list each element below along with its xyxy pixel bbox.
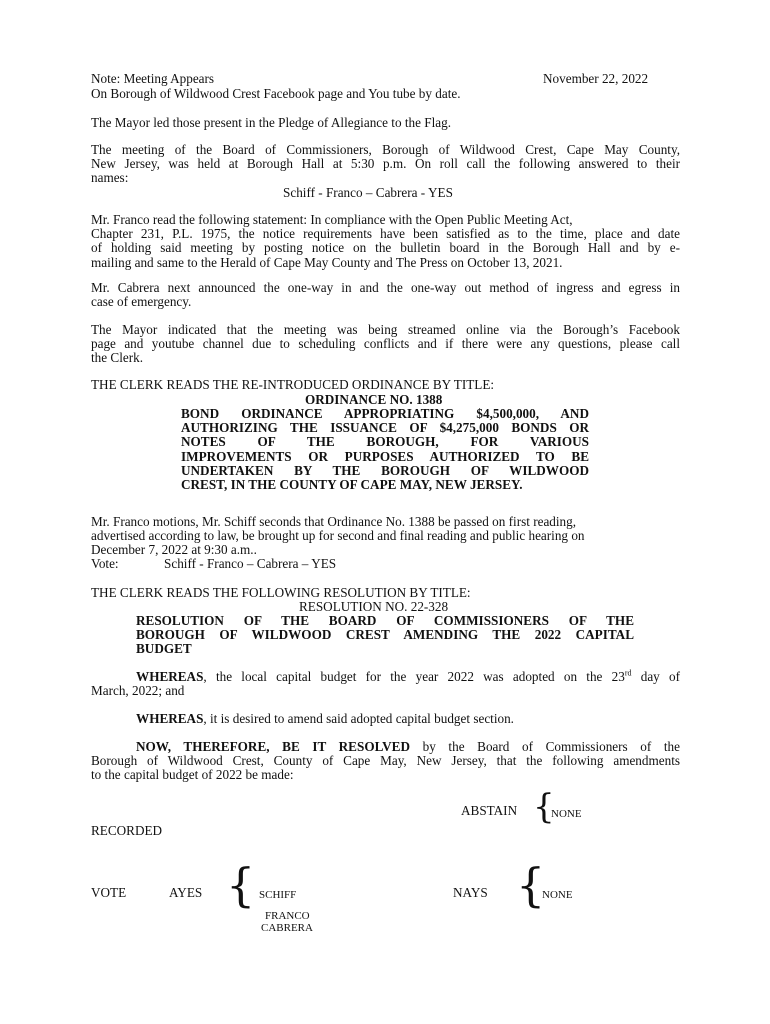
resolution-intro: THE CLERK READS THE FOLLOWING RESOLUTION BY TITLE: <box>91 585 471 600</box>
meeting-note-line1: Note: Meeting Appears <box>91 71 215 86</box>
nays-value: NONE <box>542 889 573 901</box>
whereas-paragraph-1 <box>91 670 680 698</box>
statement-line: mailing and same to the Herald of Cape May County and The Press on October 13, 2021. <box>91 254 563 270</box>
streaming-line: The Mayor indicated that the meeting was being streamed online via the Borough’s Facebook <box>91 322 680 337</box>
pledge-paragraph: The Mayor led those present in the Pledge of Allegiance to the Flag. <box>91 115 451 130</box>
ordinance-title-line: CREST, IN THE COUNTY OF CAPE MAY, NEW JERSEY. <box>181 477 523 493</box>
resolved-line: Borough of Wildwood Crest, County of Cape May, New Jersey, that the following amendments <box>91 753 680 769</box>
recorded-label: RECORDED <box>91 823 163 838</box>
resolution-title-line: BUDGET <box>136 641 192 657</box>
streaming-paragraph <box>91 323 680 366</box>
nays-brace-icon: { <box>516 858 546 912</box>
motion-line: Mr. Franco motions, Mr. Schiff seconds that Ordinance No. 1388 be passed on first reading, <box>91 514 577 529</box>
resolution-title-line: RESOLUTION OF THE BOARD OF COMMISSIONERS OF THE <box>136 613 634 628</box>
ordinance-title-line: BOND ORDINANCE APPROPRIATING $4,500,000, AND <box>181 406 589 421</box>
meeting-note-line2: On Borough of Wildwood Crest Facebook page and You tube by date. <box>91 86 461 101</box>
ordinance-motion <box>91 515 661 558</box>
roll-call-line: names: <box>91 170 129 186</box>
meeting-date: November 22, 2022 <box>543 71 649 86</box>
ordinance-title-line: AUTHORIZING THE ISSUANCE OF $4,275,000 BONDS OR <box>181 420 589 436</box>
roll-call-result: Schiff - Franco – Cabrera - YES <box>283 185 453 200</box>
aye-voter: FRANCO <box>265 910 310 922</box>
open-meeting-statement <box>91 213 680 270</box>
statement-line: Chapter 231, P.L. 1975, the notice requirements have been satisfied as to the time, place and date <box>91 226 680 242</box>
abstain-value: NONE <box>551 808 582 820</box>
ordinance-title-line: UNDERTAKEN BY THE BOROUGH OF WILDWOOD <box>181 462 589 478</box>
emergency-line: Mr. Cabrera next announced the one-way in and the one-way out method of ingress and egress in <box>91 280 680 295</box>
roll-call-line: New Jersey, was held at Borough Hall at 5:30 p.m. On roll call the following answered to their <box>91 156 680 172</box>
nays-label: NAYS <box>453 885 488 900</box>
whereas-1-line <box>91 670 680 684</box>
streaming-line: the Clerk. <box>91 350 144 366</box>
resolved-line-1 <box>91 740 680 754</box>
motion-line: December 7, 2022 at 9:30 a.m.. <box>91 542 257 558</box>
resolution-title <box>136 614 634 657</box>
resolved-line: to the capital budget of 2022 be made: <box>91 767 294 783</box>
whereas-1-text: , the local capital budget for the year 2022 was adopted on the 23 <box>203 669 625 684</box>
motion-line: advertised according to law, be brought up for second and final reading and public hearing on <box>91 528 585 544</box>
whereas-1-sup: rd <box>624 668 632 678</box>
abstain-brace-icon: { <box>533 787 555 827</box>
ordinance-title-line: NOTES OF THE BOROUGH, FOR VARIOUS <box>181 434 589 450</box>
whereas-paragraph-2 <box>136 712 514 726</box>
roll-call-paragraph <box>91 143 680 186</box>
abstain-label: ABSTAIN <box>461 803 518 818</box>
roll-call-line: The meeting of the Board of Commissioners, Borough of Wildwood Crest, Cape May County, <box>91 142 680 157</box>
ayes-brace-icon: { <box>226 858 256 912</box>
emergency-paragraph <box>91 281 680 309</box>
ordinance-number: ORDINANCE NO. 1388 <box>305 392 443 407</box>
resolved-text: by the Board of Commissioners of the <box>410 739 681 754</box>
whereas-2-text: , it is desired to amend said adopted capital budget section. <box>203 711 514 726</box>
emergency-line: case of emergency. <box>91 294 192 310</box>
aye-voter: CABRERA <box>261 922 313 934</box>
ordinance-title-line: IMPROVEMENTS OR PURPOSES AUTHORIZED TO BE <box>181 448 589 464</box>
ordinance-title <box>181 407 589 492</box>
ayes-label: AYES <box>169 885 203 900</box>
aye-voter: SCHIFF <box>259 889 297 901</box>
resolved-bold: NOW, THEREFORE, BE IT RESOLVED <box>136 739 411 754</box>
vote-label: VOTE <box>91 885 127 900</box>
resolution-title-line: BOROUGH OF WILDWOOD CREST AMENDING THE 2022 CAPITAL <box>136 627 634 643</box>
resolution-number: RESOLUTION NO. 22-328 <box>299 599 449 614</box>
ordinance-intro: THE CLERK READS THE RE-INTRODUCED ORDINANCE BY TITLE: <box>91 377 495 392</box>
ordinance-vote-result: Schiff - Franco – Cabrera – YES <box>164 556 337 571</box>
whereas-1-line2: March, 2022; and <box>91 683 185 699</box>
statement-line: of holding said meeting by posting notice on the bulletin board in the Borough Hall and by e- <box>91 240 680 256</box>
ordinance-vote-label: Vote: <box>91 556 119 571</box>
statement-line: Mr. Franco read the following statement: In compliance with the Open Public Meeting Act, <box>91 212 573 227</box>
streaming-line: page and youtube channel due to scheduling conflicts and if there were any questions, please call <box>91 336 680 352</box>
whereas-1-bold: WHEREAS <box>136 669 204 684</box>
resolved-paragraph <box>91 740 680 783</box>
whereas-1-tail: day of <box>631 669 680 684</box>
whereas-2-bold: WHEREAS <box>136 711 204 726</box>
